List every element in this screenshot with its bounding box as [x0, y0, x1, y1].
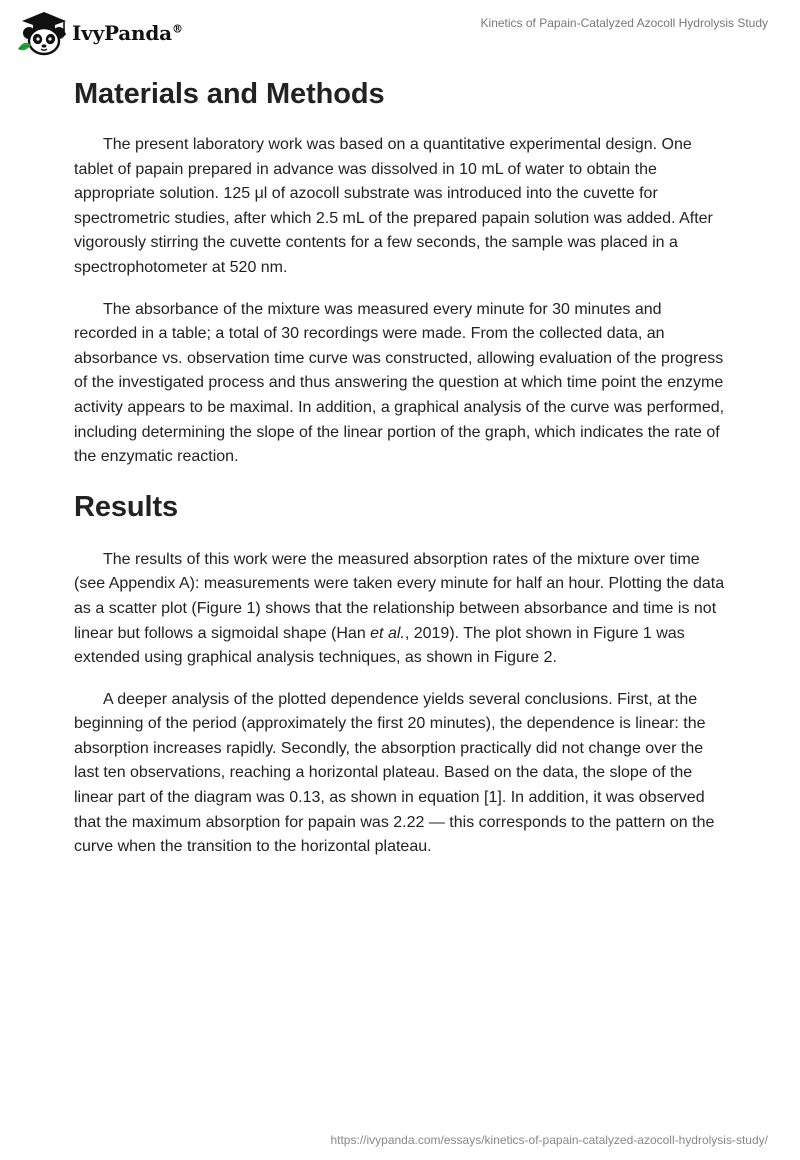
article-body — [74, 70, 728, 860]
source-url[interactable]: https://ivypanda.com/essays/kinetics-of-papain-catalyzed-azocoll-hydrolysis-study/ — [330, 1133, 768, 1147]
registered-mark: ® — [171, 22, 183, 36]
document-title: Kinetics of Papain-Catalyzed Azocoll Hydrolysis Study — [480, 16, 768, 30]
citation-et-al: et al. — [370, 624, 405, 642]
results-text-end: , 2019). The plot shown in Figure 1 was extended using graphical analysis techniques, as shown in Figure 2. — [74, 624, 685, 667]
ivypanda-logo[interactable] — [14, 9, 194, 57]
page-header — [0, 0, 800, 66]
results-text-start: The results of this work were the measured absorption rates of the mixture over time (see Appendix A): measurements were taken every minute for half an hour. Plotting the data as a scatter plot (Figure 1) shows that the relationship between absorbance and time is not linear but follows a sigmoidal shape (Han — [74, 550, 725, 642]
paragraph-design: The present laboratory work was based on a quantitative experimental design. One tablet of papain prepared in advance was dissolved in 10 mL of water to obtain the appropriate solution. 125 μl of azocoll substrate was introduced into the cuvette for spectrometric studies, after which 2.5 mL of the prepared papain solution was added. After vigorously stirring the cuvette contents for a few seconds, the sample was placed in a spectrophotometer at 520 nm. — [74, 136, 713, 276]
paragraph-analysis: A deeper analysis of the plotted dependence yields several conclusions. First, at the beginning of the period (approximately the first 20 minutes), the dependence is linear: the absorption increases rapidly. Secondly, the absorption practically did not change over the last ten observations, reaching a horizontal plateau. Based on the data, the slope of the linear part of the diagram was 0.13, as shown in equation [1]. In addition, it was observed that the maximum absorption for papain was 2.22 — this corresponds to the pattern on the curve when the transition to the horizontal plateau. — [74, 690, 715, 856]
results-heading: Results — [74, 490, 179, 523]
panda-graduate-icon — [14, 9, 70, 57]
paragraph-measurement: The absorbance of the mixture was measured every minute for 30 minutes and recorded in a table; a total of 30 recordings were made. From the collected data, an absorbance vs. observation time curve was constructed, allowing evaluation of the progress of the investigated process and thus answering the question at which time point the enzyme activity appears to be maximal. In addition, a graphical analysis of the curve was performed, including determining the slope of the linear portion of the graph, which indicates the rate of the enzymatic reaction. — [74, 300, 725, 466]
logo-wordmark: IvyPanda® — [72, 21, 183, 45]
paragraph-results-overview — [74, 548, 728, 671]
materials-methods-heading: Materials and Methods — [74, 78, 385, 110]
